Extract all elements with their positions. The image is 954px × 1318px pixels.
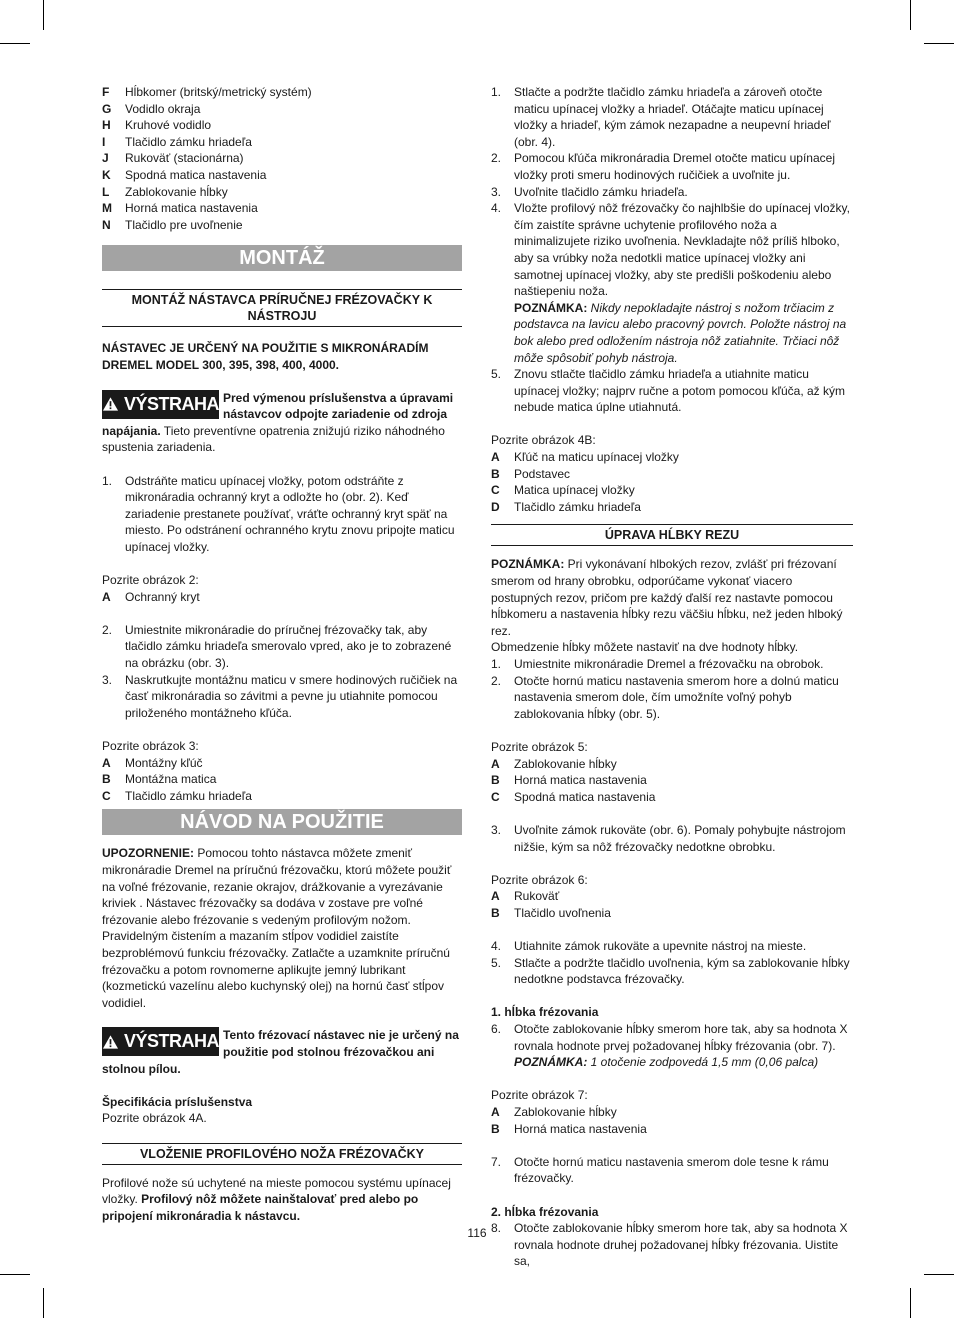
legend-text: Kľúč na maticu upínacej vložky: [514, 450, 679, 465]
legend-key: H: [102, 118, 111, 133]
warning-badge: [102, 1027, 219, 1056]
step-item: [491, 150, 853, 183]
note-block: [491, 1054, 853, 1071]
legend-item: [102, 788, 462, 805]
right-column: [491, 84, 853, 1270]
legend-item: [491, 756, 853, 773]
crop-mark: [0, 1274, 30, 1275]
legend-key: M: [102, 201, 112, 216]
step-number: 5.: [491, 367, 502, 382]
step-number: 4.: [491, 939, 502, 954]
depth-limit-text: Obmedzenie hĺbky môžete nastaviť na dve hodnoty hĺbky.: [491, 640, 799, 655]
legend-item: [102, 101, 462, 118]
legend-text: Tlačidlo zámku hriadeľa: [514, 499, 641, 514]
step-text: Otočte zablokovanie hĺbky smerom hore tak, aby sa hodnota X rovnala hodnote prvej požadovanej hĺbky frézovania (obr. 7).: [514, 1022, 848, 1053]
step-item: [491, 184, 853, 201]
step-number: 8.: [491, 1221, 502, 1236]
maintenance-paragraph: Pravidelným čistením a mazaním stĺpov vodidiel zaistíte bezproblémovú funkciu frézovačky. Zatlačte a uzamknite príručnú frézovačku a potom rovnomerne aplikujte jemný lubrikant (kozmetickú vazelínu alebo kuchynský olej) na hornú časť stĺpov vodidiel.: [102, 929, 450, 1010]
legend-text: Matica upínacej vložky: [514, 483, 635, 498]
left-column: [102, 84, 462, 1225]
steps-list: [491, 938, 853, 988]
legend-key: D: [491, 499, 500, 514]
subsection-heading-vlozenie: VLOŽENIE PROFILOVÉHO NOŽA FRÉZOVAČKY: [102, 1143, 462, 1165]
legend-text: Hĺbkomer (britský/metrický systém): [125, 85, 312, 99]
note-body: Nikdy nepokladajte nástroj s nožom trčiacim z podstavca na lavicu alebo pracovný povrch. Položte nástroj na bok alebo pred odložením nástroja nôž zatiahnite. Trčiaci nôž môže spôsobiť pohyb nástroja.: [514, 300, 847, 365]
step-text: Uvoľnite zámok rukoväte (obr. 6). Pomaly pohybujte nástrojom nižšie, kým sa nôž frézovačky nedotkne obrobku.: [514, 822, 846, 854]
legend-key: C: [102, 788, 111, 803]
notice-body: Pomocou tohto nástavca môžete zmeniť mikronáradie Dremel na príručnú frézovačku, ktorú môžete použiť na voľné frézovanie, rezanie okrajov, drážkovanie a vyrezávanie kriviek . Nástavec frézovačky sa dodáva v zostave pre voľné frézovanie alebo frézovanie s vedeným profilovým nožom.: [102, 846, 452, 927]
crop-mark: [910, 1288, 911, 1318]
legend-item: [491, 1121, 853, 1138]
insert-bold: Profilový nôž môžete nainštalovať pred alebo po pripojení mikronáradia k nástavcu.: [102, 1192, 419, 1224]
steps-list: [102, 473, 462, 556]
legend-text: Rukoväť: [514, 889, 560, 904]
step-text: Vložte profilový nôž frézovačky čo najhlbšie do upínacej vložky, čím zaistíte správne uchytenie profilového noža a minimalizujete riziko uvoľnenia. Nevkladajte nôž príliš hlboko, aby sa vrúbky noža nedotkli matice upínacej vložky ani samotnej upínacej vložky, aby ste predišli poškodeniu alebo naštiepeniu noža.: [514, 201, 850, 299]
step-item: [102, 622, 462, 672]
legend-item: [102, 84, 462, 101]
legend-text: Zablokovanie hĺbky: [514, 756, 617, 771]
legend-text: Kruhové vodidlo: [125, 118, 212, 133]
warning-text: Tento frézovací nástavec nie je určený na použitie pod stolnou frézovačkou ani stolnou pílou.: [102, 1028, 459, 1076]
legend-item: [102, 184, 462, 201]
figure-ref: Pozrite obrázok 7:: [491, 1088, 588, 1103]
warning-block-1: [102, 390, 462, 456]
legend-text: Horná matica nastavenia: [514, 773, 647, 788]
legend-item: [102, 771, 462, 788]
legend-text: Horná matica nastavenia: [514, 1121, 647, 1136]
legend-item: [102, 200, 462, 217]
note-block: [491, 300, 853, 366]
legend-item: [491, 1104, 853, 1121]
step-text: Znovu stlačte tlačidlo zámku hriadeľa a utiahnite maticu upínacej vložky; najprv ručne a potom pomocou kľúča, až kým nebude matica úplne utiahnutá.: [514, 367, 845, 415]
legend-key: B: [102, 772, 111, 787]
warning-body: Tieto preventívne opatrenia znižujú riziko náhodného spustenia zariadenia.: [102, 423, 445, 455]
step-text: Umiestnite mikronáradie Dremel a frézovačku na obrobok.: [514, 657, 824, 671]
legend-item: [491, 482, 853, 499]
legend-key: L: [102, 184, 110, 199]
legend-text: Horná matica nastavenia: [125, 201, 258, 216]
step-number: 3.: [102, 672, 113, 687]
legend-key: B: [491, 773, 500, 788]
depth-note: [491, 556, 853, 639]
step-number: 3.: [491, 184, 502, 199]
legend-item: [102, 134, 462, 151]
legend-item: [102, 217, 462, 234]
legend-text: Montážna matica: [125, 772, 217, 787]
legend-item: [491, 449, 853, 466]
subsection-heading-uprava: ÚPRAVA HĹBKY REZU: [491, 524, 853, 546]
notice-paragraph: [102, 845, 462, 928]
step-text: Utiahnite zámok rukoväte a upevnite nástroj na mieste.: [514, 939, 807, 954]
legend-item: [102, 150, 462, 167]
steps-list: [491, 656, 853, 722]
figure-legend: [491, 756, 853, 806]
legend-item: [102, 589, 462, 606]
step-number: 1.: [102, 473, 113, 488]
step-text: Odstráňte maticu upínacej vložky, potom odstráňte z mikronáradia ochranný kryt a odložte ho (obr. 2). Keď zariadenie prestanete používať, vráťte ochranný kryt späť na miesto. Po odstránení ochranného krytu znovu pripojte maticu upínacej vložky.: [125, 473, 455, 554]
note-body: 1 otočenie zodpovedá 1,5 mm (0,06 palca): [587, 1055, 819, 1070]
figure-legend: [491, 888, 853, 921]
step-item: [102, 672, 462, 722]
step-text: Otočte hornú maticu nastavenia smerom dole tesne k rámu frézovačky.: [514, 1154, 829, 1186]
insert-body: Profilové nože sú uchytené na mieste pomocou systému upínacej vložky.: [102, 1175, 451, 1207]
legend-key: B: [491, 1121, 500, 1136]
legend-key: A: [491, 1105, 500, 1120]
legend-text: Spodná matica nastavenia: [514, 789, 656, 804]
legend-text: Tlačidlo uvoľnenia: [514, 905, 611, 920]
step-text: Uvoľnite tlačidlo zámku hriadeľa.: [514, 184, 688, 199]
legend-item: [491, 772, 853, 789]
legend-text: Tlačidlo pre uvoľnenie: [125, 217, 243, 232]
step-text: Stlačte a podržte tlačidlo zámku hriadeľa a zároveň otočte maticu upínacej vložky a hriadeľ. Otáčajte maticu upínacej vložky a hriadeľ, kým zámok nezapadne a neupevní hriadeľ (obr. 4).: [514, 85, 831, 149]
crop-mark: [924, 1274, 954, 1275]
warning-label: VÝSTRAHA: [123, 1031, 219, 1052]
legend-key: B: [491, 466, 500, 481]
step-item: [491, 366, 853, 416]
legend-item: [102, 167, 462, 184]
legend-text: Zablokovanie hĺbky: [514, 1105, 617, 1120]
legend-text: Ochranný kryt: [125, 589, 200, 604]
legend-key: K: [102, 167, 111, 182]
note-label: POZNÁMKA:: [491, 557, 565, 572]
crop-mark: [924, 43, 954, 44]
legend-key: G: [102, 101, 112, 116]
steps-list: [491, 1021, 853, 1054]
legend-key: J: [102, 151, 109, 166]
legend-key: I: [102, 134, 106, 149]
legend-key: A: [491, 756, 500, 771]
parts-list: [102, 84, 462, 233]
depth-1-title: 1. hĺbka frézovania: [491, 1005, 599, 1020]
crop-mark: [0, 43, 30, 44]
section-banner-montaz: MONTÁŽ: [102, 245, 462, 271]
depth-2-title: 2. hĺbka frézovania: [491, 1204, 599, 1219]
figure-ref: Pozrite obrázok 2:: [102, 573, 199, 588]
step-number: 7.: [491, 1154, 502, 1169]
legend-key: A: [102, 589, 111, 604]
step-number: 3.: [491, 822, 502, 837]
warning-block-2: [102, 1027, 462, 1077]
note-label: POZNÁMKA:: [514, 1055, 588, 1070]
step-item: [491, 1154, 853, 1187]
steps-list: [102, 622, 462, 722]
legend-item: [102, 117, 462, 134]
warning-bold: Pred výmenou príslušenstva a úpravami nástavcov odpojte zariadenie od zdroja napájania.: [102, 390, 454, 438]
crop-mark: [43, 1288, 44, 1318]
step-item: [491, 84, 853, 150]
figure-legend: [491, 449, 853, 515]
figure-ref: Pozrite obrázok 6:: [491, 872, 588, 887]
step-item: [491, 1021, 853, 1054]
spec-title: Špecifikácia príslušenstva: [102, 1094, 253, 1109]
step-number: 4.: [491, 201, 502, 216]
legend-text: Montážny kľúč: [125, 755, 203, 770]
step-text: Stlačte a podržte tlačidlo uvoľnenia, kým sa zablokovanie hĺbky nedotkne podstavca frézovačky.: [514, 955, 850, 987]
step-item: [491, 200, 853, 300]
insert-paragraph: [102, 1175, 462, 1225]
legend-text: Vodidlo okraja: [125, 101, 201, 116]
step-item: [491, 656, 853, 673]
step-number: 6.: [491, 1022, 502, 1037]
legend-key: A: [102, 755, 111, 770]
step-number: 2.: [491, 673, 502, 688]
step-item: [491, 673, 853, 723]
spec-text: Pozrite obrázok 4A.: [102, 1111, 207, 1126]
step-item: [491, 938, 853, 955]
step-number: 2.: [102, 622, 113, 637]
step-item: [102, 473, 462, 556]
step-item: [491, 822, 853, 855]
figure-ref: Pozrite obrázok 3:: [102, 739, 199, 753]
warning-triangle-icon: [102, 1034, 119, 1050]
note-body: Pri vykonávaní hlbokých rezov, zvlášť pri frézovaní smerom od hrany obrobku, odporúčame vykonať viacero postupných rezov, pričom pre každý ďalší rez nastavte pomocou hĺbkomeru a nastavenia hĺbky rezu väčšiu hĺbku, než jeden hlboký rez.: [491, 557, 843, 638]
legend-item: [491, 888, 853, 905]
steps-list: [491, 822, 853, 855]
crop-mark: [43, 0, 44, 30]
step-text: Otočte hornú maticu nastavenia smerom hore a dolnú maticu nastavenia smerom dole, čím umožníte voľný pohyb zablokovania hĺbky (obr. 5).: [514, 673, 839, 721]
figure-legend: [491, 1104, 853, 1137]
step-item: [491, 955, 853, 988]
steps-list: [491, 84, 853, 300]
legend-text: Tlačidlo zámku hriadeľa: [125, 134, 252, 149]
legend-text: Zablokovanie hĺbky: [125, 184, 228, 199]
warning-badge: [102, 390, 219, 419]
legend-text: Rukoväť (stacionárna): [125, 151, 244, 166]
figure-legend: [102, 589, 462, 606]
step-text: Umiestnite mikronáradie do príručnej frézovačky tak, aby tlačidlo zámku hriadeľa smerovalo vpred, ako je to zobrazené na obrázku (obr. 3).: [125, 622, 452, 671]
legend-item: [491, 789, 853, 806]
legend-key: F: [102, 85, 110, 99]
step-number: 5.: [491, 955, 502, 970]
figure-ref: Pozrite obrázok 5:: [491, 739, 588, 754]
warning-label: VÝSTRAHA: [123, 393, 219, 414]
crop-mark: [910, 0, 911, 30]
step-number: 1.: [491, 657, 502, 671]
legend-key: B: [491, 905, 500, 920]
legend-key: C: [491, 789, 500, 804]
legend-item: [491, 466, 853, 483]
steps-list: [491, 1154, 853, 1187]
figure-ref: Pozrite obrázok 4B:: [491, 433, 596, 448]
warning-triangle-icon: [102, 396, 119, 412]
legend-text: Tlačidlo zámku hriadeľa: [125, 788, 252, 803]
legend-key: A: [491, 450, 500, 465]
notice-label: UPOZORNENIE:: [102, 846, 195, 861]
figure-legend: [102, 755, 462, 805]
legend-key: A: [491, 889, 500, 904]
step-number: 2.: [491, 151, 502, 166]
step-text: Pomocou kľúča mikronáradia Dremel otočte maticu upínacej vložky proti smeru hodinových ručičiek a uvoľnite ju.: [514, 151, 835, 182]
note-label: POZNÁMKA:: [514, 300, 588, 315]
step-text: Otočte zablokovanie hĺbky smerom hore tak, aby sa hodnota X rovnala hodnote druhej požadovanej hĺbky frézovania. Uistite sa,: [514, 1221, 848, 1269]
model-note: NÁSTAVEC JE URČENÝ NA POUŽITIE S MIKRONÁRADÍM DREMEL MODEL 300, 395, 398, 400, 4000.: [102, 341, 429, 372]
legend-item: [491, 905, 853, 922]
legend-item: [491, 499, 853, 516]
legend-key: C: [491, 483, 500, 498]
section-banner-navod: NÁVOD NA POUŽITIE: [102, 809, 462, 835]
legend-key: N: [102, 217, 111, 232]
step-number: 1.: [491, 85, 502, 99]
step-text: Naskrutkujte montážnu maticu v smere hodinových ručičiek na časť mikronáradia so závitmi a pevne ju utiahnite pomocou priloženého montážneho kľúča.: [125, 672, 458, 720]
subsection-heading-montaz: MONTÁŽ NÁSTAVCA PRÍRUČNEJ FRÉZOVAČKY K NÁSTROJU: [102, 289, 462, 327]
steps-list: [491, 366, 853, 416]
page-number: 116: [467, 1226, 487, 1240]
legend-item: [102, 755, 462, 772]
legend-text: Podstavec: [514, 466, 571, 481]
legend-text: Spodná matica nastavenia: [125, 167, 267, 182]
